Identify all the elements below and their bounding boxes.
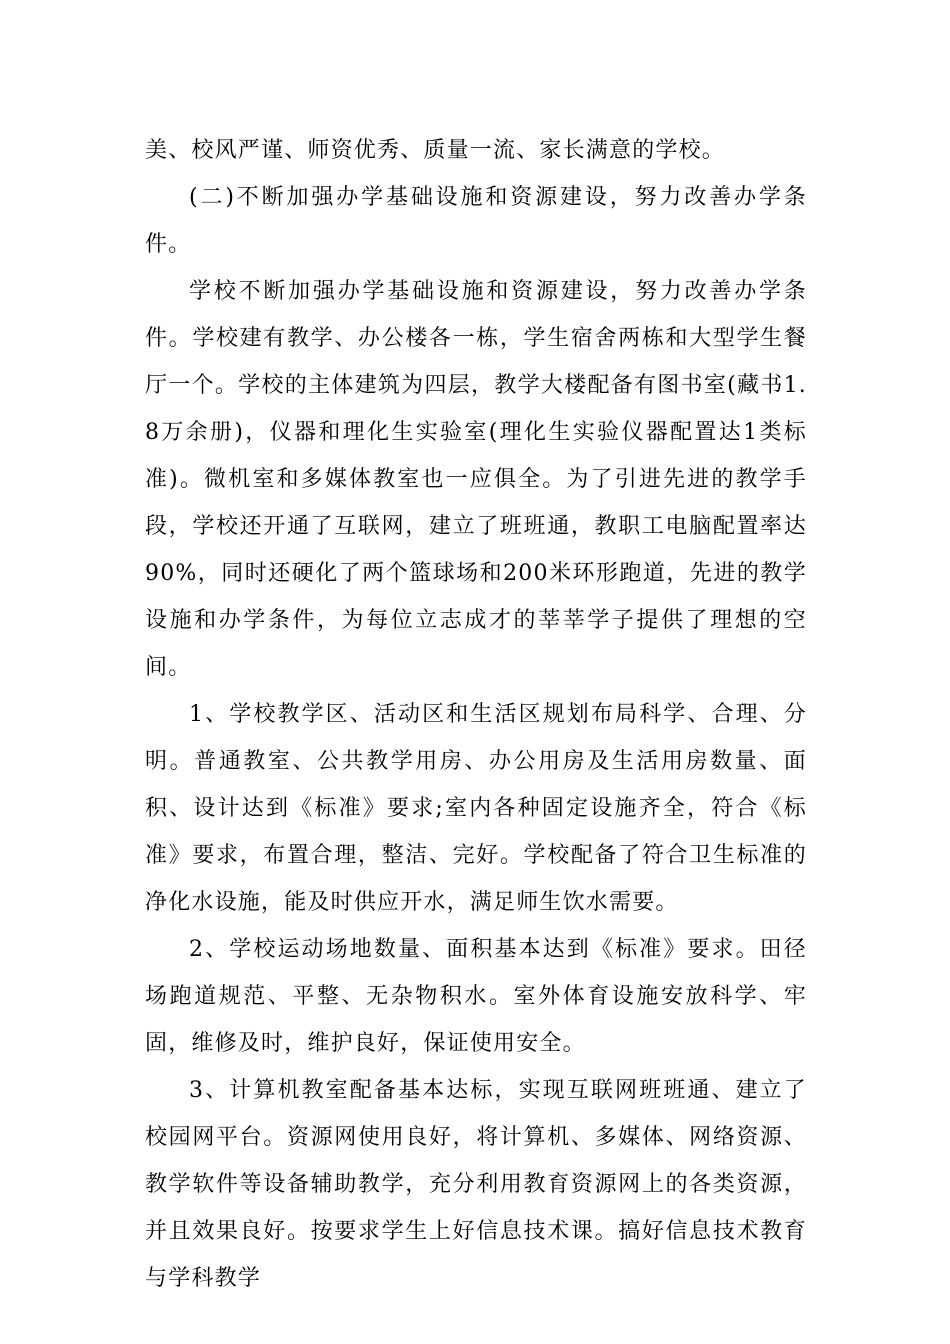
paragraph-facilities: 学校不断加强办学基础设施和资源建设，努力改善办学条件。学校建有教学、办公楼各一栋，学生宿舍两栋和大型学生餐厅一个。学校的主体建筑为四层，教学大楼配备有图书室(藏书1.8万余册)，仪器和理化生实验室(理化生实验仪器配置达1类标准)。微机室和多媒体教室也一应俱全。为了引进先进的教学手段，学校还开通了互联网，建立了班班通，教职工电脑配置率达90%，同时还硬化了两个篮球场和200米环形跑道，先进的教学设施和办学条件，为每位立志成才的莘莘学子提供了理想的空间。: [145, 279, 807, 680]
paragraph-item-1: 1、学校教学区、活动区和生活区规划布局科学、合理、分明。普通教室、公共教学用房、办公用房及生活用房数量、面积、设计达到《标准》要求;室内各种固定设施齐全，符合《标准》要求，布置合理，整洁、完好。学校配备了符合卫生标准的净化水设施，能及时供应开水，满足师生饮水需要。: [145, 702, 807, 915]
section-heading: (二)不断加强办学基础设施和资源建设，努力改善办学条件。: [145, 185, 807, 257]
paragraph-continuation: 美、校风严谨、师资优秀、质量一流、家长满意的学校。: [145, 138, 726, 163]
document-body: [145, 127, 807, 1302]
paragraph-item-3: 3、计算机教室配备基本达标，实现互联网班班通、建立了校园网平台。资源网使用良好，将计算机、多媒体、网络资源、教学软件等设备辅助教学，充分利用教育资源网上的各类资源，并且效果良好。按要求学生上好信息技术课。搞好信息技术教育与学科教学: [145, 1078, 807, 1291]
paragraph-item-2: 2、学校运动场地数量、面积基本达到《标准》要求。田径场跑道规范、平整、无杂物积水。室外体育设施安放科学、牢固，维修及时，维护良好，保证使用安全。: [145, 937, 807, 1056]
